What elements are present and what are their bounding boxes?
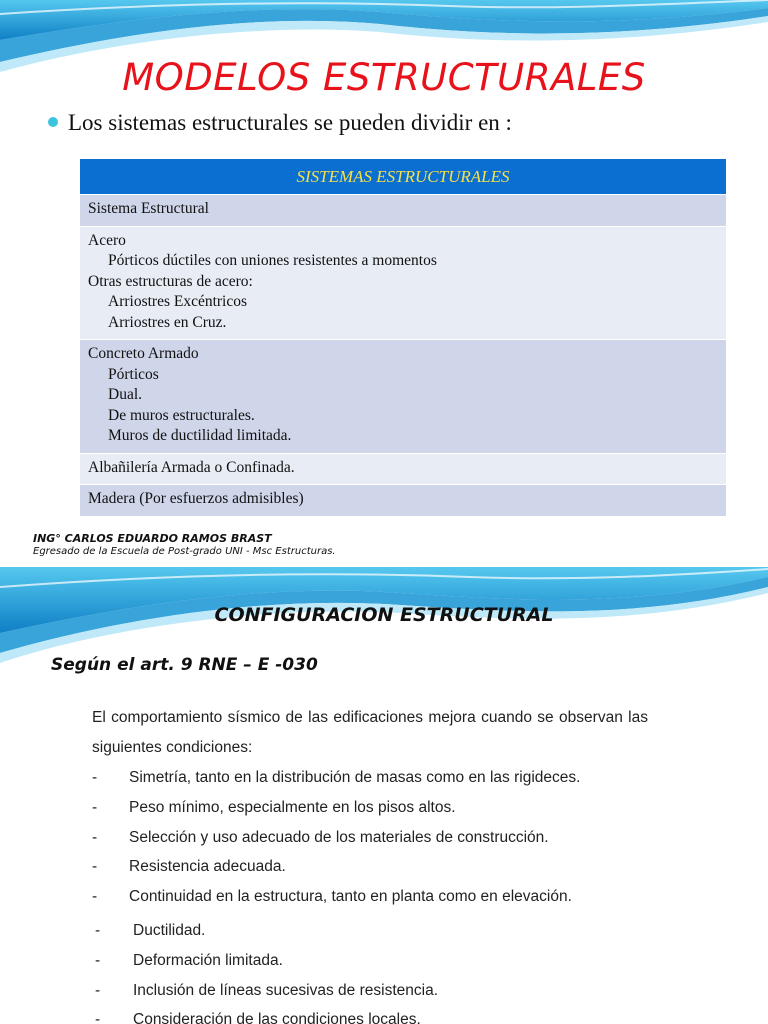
condition-text: Simetría, tanto en la distribución de masas como en las rigideces.	[129, 769, 581, 786]
condition-item	[92, 916, 648, 946]
condition-item	[92, 793, 648, 823]
table-cell	[80, 340, 726, 454]
dash-bullet: -	[92, 798, 98, 816]
table-cell	[80, 453, 726, 485]
dash-bullet: -	[95, 1011, 101, 1024]
condition-item	[92, 946, 648, 976]
author-detail: Egresado de la Escuela de Post-grado UNI - Msc Estructuras.	[33, 546, 336, 557]
table-row	[80, 226, 726, 340]
author-credit	[33, 532, 336, 557]
cell-line: Pórticos	[108, 365, 159, 383]
conditions-text	[92, 703, 648, 1024]
table-row	[80, 453, 726, 485]
slide-title: CONFIGURACION ESTRUCTURAL	[214, 604, 554, 626]
cell-line: Albañilería Armada o Confinada.	[88, 458, 295, 476]
dash-bullet: -	[92, 828, 98, 846]
cell-line: Madera (Por esfuerzos admisibles)	[88, 490, 304, 507]
condition-item	[92, 882, 648, 912]
table-cell	[80, 195, 726, 227]
condition-text: Inclusión de líneas sucesivas de resistencia.	[133, 981, 438, 999]
intro-paragraph: El comportamiento sísmico de las edificaciones mejora cuando se observan las siguientes condiciones:	[92, 709, 648, 756]
dash-bullet: -	[95, 981, 101, 999]
condition-text: Deformación limitada.	[133, 951, 283, 969]
condition-text: Continuidad en la estructura, tanto en planta como en elevación.	[129, 888, 572, 906]
condition-item	[92, 852, 648, 882]
cell-line: Otras estructuras de acero:	[88, 272, 253, 290]
dash-bullet: -	[95, 921, 101, 939]
condition-item	[92, 823, 648, 853]
author-name: ING° CARLOS EDUARDO RAMOS BRAST	[33, 532, 272, 545]
condition-text: Consideración de las condiciones locales.	[133, 1011, 421, 1024]
condition-item	[92, 763, 648, 793]
cell-line: Acero	[88, 231, 126, 249]
condition-item	[92, 1005, 648, 1024]
condition-text: Selección y uso adecuado de los materiales de construcción.	[129, 828, 549, 846]
dash-bullet: -	[92, 858, 98, 876]
slide-title: MODELOS ESTRUCTURALES	[122, 56, 646, 99]
dash-bullet: -	[92, 888, 98, 906]
conditions-list-b	[92, 916, 648, 1024]
cell-line: Muros de ductilidad limitada.	[108, 427, 292, 444]
cell-line: Concreto Armado	[88, 345, 199, 362]
cell-line: Pórticos dúctiles con uniones resistentes a momentos	[108, 252, 437, 269]
cell-line: Dual.	[108, 386, 143, 403]
condition-item	[92, 976, 648, 1006]
table-row	[80, 340, 726, 454]
dash-bullet: -	[92, 769, 98, 786]
intro-bullet	[48, 110, 512, 136]
table-cell	[80, 226, 726, 340]
table-row	[80, 195, 726, 227]
cell-line: Sistema Estructural	[88, 200, 209, 217]
table-row	[80, 485, 726, 517]
condition-text: Peso mínimo, especialmente en los pisos altos.	[129, 798, 456, 816]
cell-line: De muros estructurales.	[108, 406, 255, 424]
structural-systems-table	[80, 159, 726, 517]
bullet-dot-icon	[48, 117, 58, 127]
cell-line: Arriostres Excéntricos	[108, 293, 248, 310]
dash-bullet: -	[95, 951, 101, 969]
bullet-text: Los sistemas estructurales se pueden dividir en :	[68, 110, 512, 135]
table-cell	[80, 485, 726, 517]
table-header: SISTEMAS ESTRUCTURALES	[80, 159, 726, 195]
conditions-list-a	[92, 763, 648, 912]
slide-configuracion-estructural	[0, 567, 768, 1024]
condition-text: Resistencia adecuada.	[129, 858, 286, 876]
article-reference: Según el art. 9 RNE – E -030	[51, 655, 318, 675]
condition-text: Ductilidad.	[133, 921, 206, 939]
cell-line: Arriostres en Cruz.	[108, 313, 227, 331]
